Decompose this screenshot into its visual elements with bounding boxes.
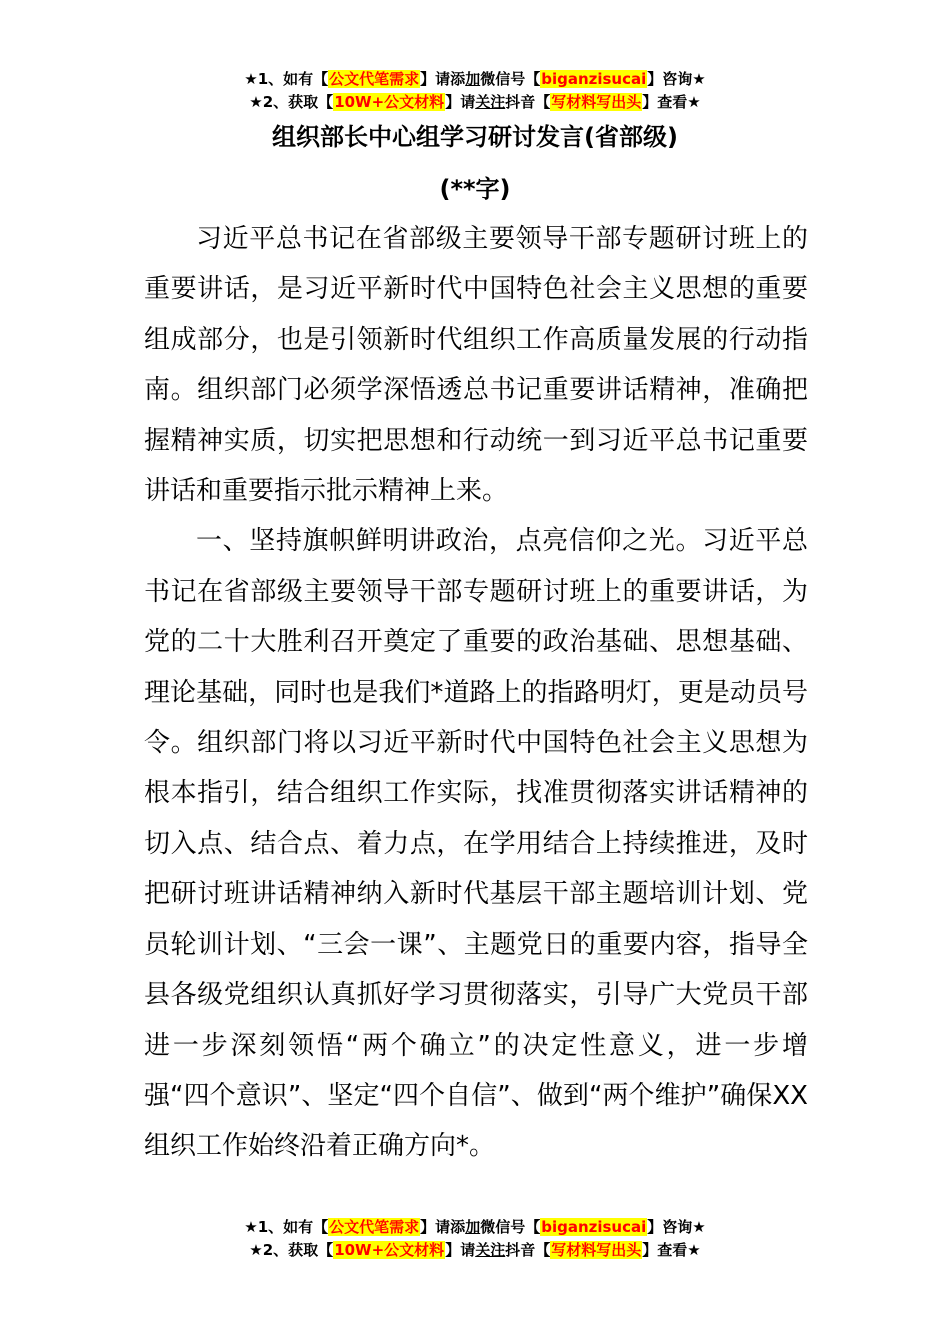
ad-highlight: 公文代笔需求 <box>329 70 420 88</box>
ad-highlight: biganzisucai <box>541 70 647 88</box>
ad-banner-bottom <box>0 1216 950 1262</box>
ad-text: 】请添 <box>420 70 466 88</box>
ad-line-douyin <box>0 91 950 114</box>
ad-underlined-text: 加 <box>465 1218 481 1236</box>
ad-text: 】查看★ <box>642 1241 701 1259</box>
ad-text: ★1、如有【 <box>244 1218 329 1236</box>
ad-text: 】请 <box>445 93 476 111</box>
paragraph-section-1: 一、坚持旗帜鲜明讲政治，点亮信仰之光。习近平总书记在省部级主要领导干部专题研讨班上的重要讲话，为党的二十大胜利召开奠定了重要的政治基础、思想基础、理论基础，同时也是我们*道路上的指路明灯，更是动员号令。组织部门将以习近平新时代中国特色社会主义思想为根本指引，结合组织工作实际，找准贯彻落实讲话精神的切入点、结合点、着力点，在学用结合上持续推进，及时把研讨班讲话精神纳入新时代基层干部主题培训计划、党员轮训计划、“三会一课”、主题党日的重要内容，指导全县各级党组织认真抓好学习贯彻落实，引导广大党员干部进一步深刻领悟“两个确立”的决定性意义，进一步增强“四个意识”、坚定“四个自信”、做到“两个维护”确保XX组织工作始终沿着正确方向*。 <box>144 526 808 1162</box>
ad-text: 】咨询★ <box>647 1218 706 1236</box>
ad-text: ★1、如有【 <box>244 70 329 88</box>
ad-highlight: 10W+公文材料 <box>334 93 445 111</box>
ad-line-wechat <box>0 1216 950 1239</box>
ad-underlined-text: 关注 <box>475 93 506 111</box>
ad-highlight: 写材料写出头 <box>551 93 642 111</box>
ad-text: 抖音【 <box>505 1241 551 1259</box>
document-subtitle: (**字) <box>439 175 511 203</box>
ad-text: 】请 <box>445 1241 476 1259</box>
ad-text: 微信号【 <box>480 1218 541 1236</box>
ad-text: ★2、获取【 <box>249 93 334 111</box>
ad-underlined-text: 加 <box>465 70 481 88</box>
paragraph-intro: 习近平总书记在省部级主要领导干部专题研讨班上的重要讲话，是习近平新时代中国特色社会主义思想的重要组成部分，也是引领新时代组织工作高质量发展的行动指南。组织部门必须学深悟透总书记重要讲话精神，准确把握精神实质，切实把思想和行动统一到习近平总书记重要讲话和重要指示批示精神上来。 <box>144 224 808 507</box>
ad-line-douyin <box>0 1239 950 1262</box>
ad-text: 】请添 <box>420 1218 466 1236</box>
ad-highlight: 写材料写出头 <box>551 1241 642 1259</box>
document-body <box>144 214 808 1172</box>
ad-text: 抖音【 <box>505 93 551 111</box>
ad-text: 】咨询★ <box>647 70 706 88</box>
ad-text: 】查看★ <box>642 93 701 111</box>
ad-highlight: 公文代笔需求 <box>329 1218 420 1236</box>
ad-banner-top <box>0 68 950 114</box>
ad-highlight: biganzisucai <box>541 1218 647 1236</box>
ad-line-wechat <box>0 68 950 91</box>
document-title: 组织部长中心组学习研讨发言(省部级) <box>272 123 678 151</box>
ad-text: 微信号【 <box>480 70 541 88</box>
ad-underlined-text: 关注 <box>475 1241 506 1259</box>
ad-highlight: 10W+公文材料 <box>334 1241 445 1259</box>
ad-text: ★2、获取【 <box>249 1241 334 1259</box>
